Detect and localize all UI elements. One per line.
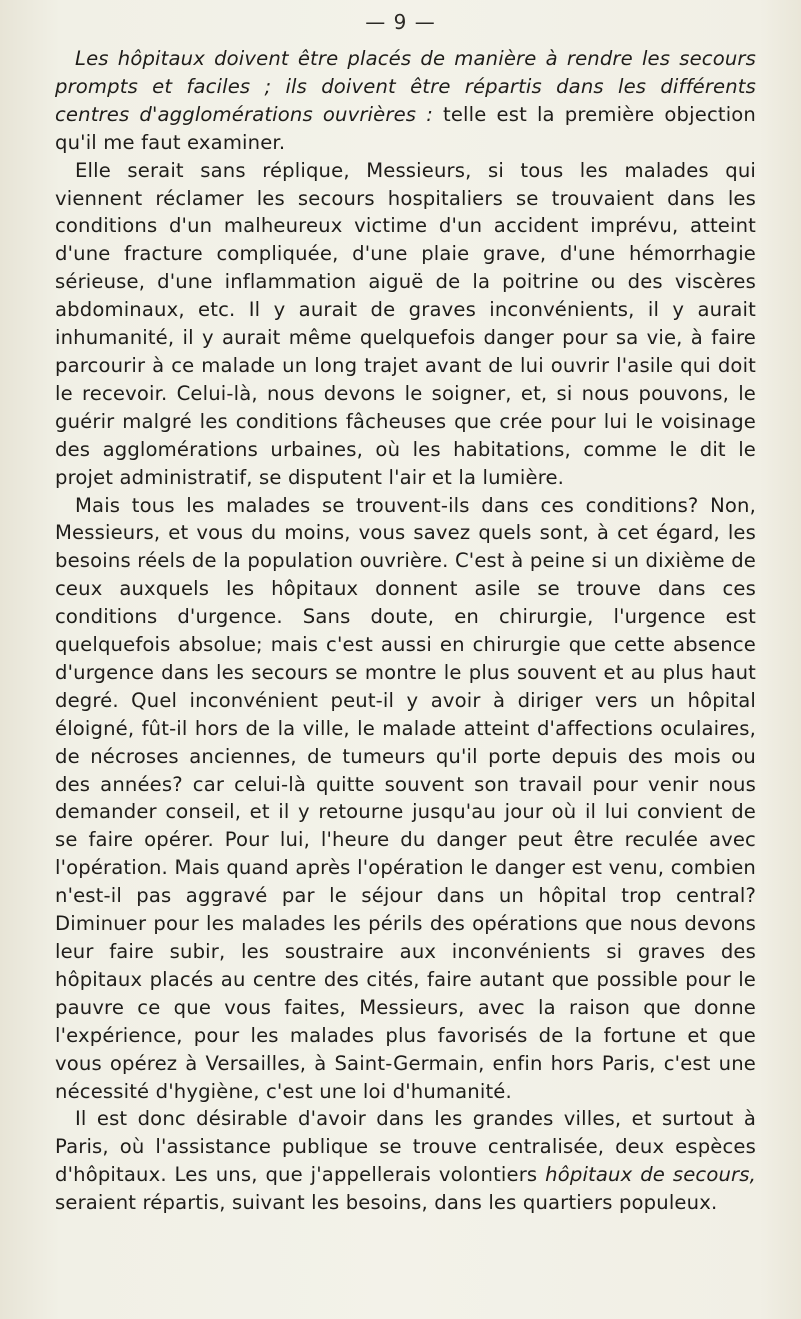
paragraph-4-start: Il est donc désirable d'avoir dans les grandes villes, et surtout à Paris, où l'assistance publique se trouve centralisée, deux espèces d'hôpitaux. Les uns, que j'appellerais volontiers xyxy=(55,1107,756,1187)
italic-term: hôpitaux de secours, xyxy=(545,1163,757,1187)
paragraph-4-end: seraient répartis, suivant les besoins, dans les quartiers populeux. xyxy=(55,1191,718,1215)
paragraph-1 xyxy=(55,45,756,157)
paragraph-3: Mais tous les malades se trouvent-ils dans ces conditions? Non, Messieurs, et vous du moins, vous savez quels sont, à cet égard, les besoins réels de la population ouvrière. C'est à peine si un dixième de ceux auxquels les hôpitaux donnent asile se trouve dans ces conditions d'urgence. Sans doute, en chirurgie, l'urgence est quelquefois absolue; mais c'est aussi en chirurgie que cette absence d'urgence dans les secours se montre le plus souvent et au plus haut degré. Quel inconvénient peut-il y avoir à diriger vers un hôpital éloigné, fût-il hors de la ville, le malade atteint d'affections oculaires, de nécroses anciennes, de tumeurs qu'il porte depuis des mois ou des années? car celui-là quitte souvent son travail pour venir nous demander conseil, et il y retourne jusqu'au jour où il lui convient de se faire opérer. Pour lui, l'heure du danger peut être reculée avec l'opération. Mais quand après l'opération le danger est venu, combien n'est-il pas aggravé par le séjour dans un hôpital trop central? Diminuer pour les malades les périls des opérations que nous devons leur faire subir, les soustraire aux inconvénients si graves des hôpitaux placés au centre des cités, faire autant que possible pour le pauvre ce que vous faites, Messieurs, avec la raison que donne l'expérience, pour les malades plus favorisés de la fortune et que vous opérez à Versailles, à Saint-Germain, enfin hors Paris, c'est une nécessité d'hygiène, c'est une loi d'humanité. xyxy=(55,493,756,1103)
page-number: — 9 — xyxy=(365,10,436,34)
paragraph-4 xyxy=(55,1105,756,1217)
paragraph-2: Elle serait sans réplique, Messieurs, si tous les malades qui viennent réclamer les secours hospitaliers se trouvaient dans les conditions d'un malheureux victime d'un accident imprévu, atteint d'une fracture compliquée, d'une plaie grave, d'une hémorrhagie sérieuse, d'une inflammation aiguë de la poitrine ou des viscères abdominaux, etc. Il y aurait de graves inconvénients, il y aurait inhumanité, il y aurait même quelquefois danger pour sa vie, à faire parcourir à ce malade un long trajet avant de lui ouvrir l'asile qui doit le recevoir. Celui-là, nous devons le soigner, et, si nous pouvons, le guérir malgré les conditions fâcheuses que crée pour lui le voisinage des agglomérations urbaines, où les habitations, comme le dit le projet administratif, se disputent l'air et la lumière. xyxy=(55,158,756,489)
italic-proposition: Les hôpitaux doivent être placés de manière à rendre les secours prompts et faciles ; ils doivent être répartis dans les différents centres d'agglomérations ouvrières : xyxy=(55,47,756,126)
paragraph-1-rest: telle est la première objection qu'il me faut examiner. xyxy=(55,102,756,154)
body-text xyxy=(55,45,756,1217)
